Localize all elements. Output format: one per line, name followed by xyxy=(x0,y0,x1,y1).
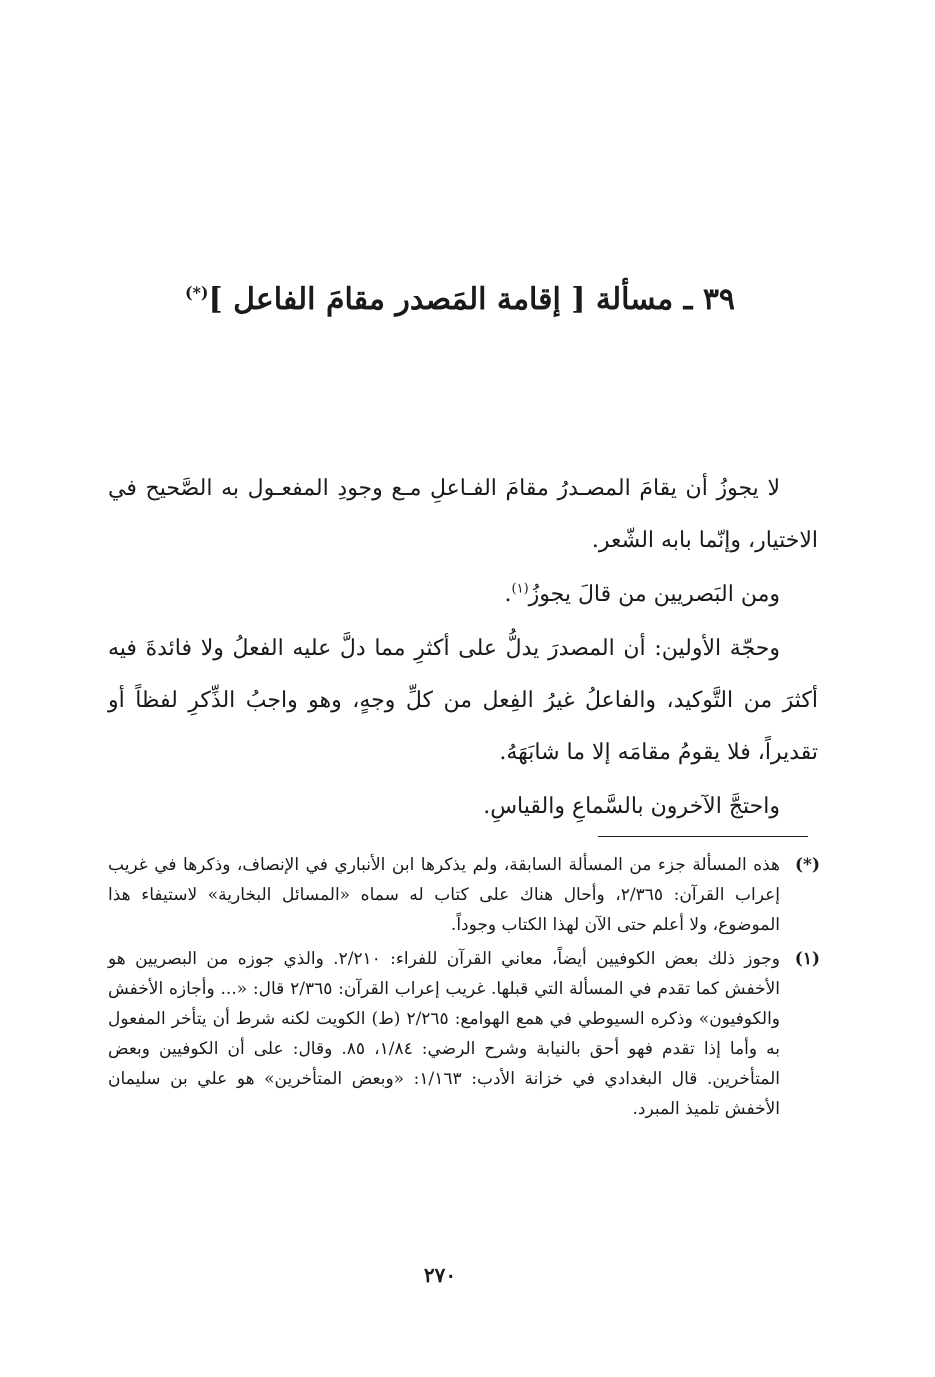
footnotes xyxy=(108,850,820,1128)
heading-footnote-ref[interactable]: (*) xyxy=(184,283,209,302)
footnote-marker: (١) xyxy=(794,949,820,969)
paragraph-text: ومن البَصريين من قالَ يجوزُ xyxy=(528,582,780,607)
footnote xyxy=(108,850,820,940)
paragraph: وحجّة الأولين: أن المصدرَ يدلُّ على أكثرِ مما دلَّ عليه الفعلُ ولا فائدةَ فيه أكثرَ من التَّوكيد، والفاعلُ غيرُ الفِعل من كلِّ وجهٍ، وهو واجبُ الذِّكرِ لفظاً أو تقديراً، فلا يقومُ مقامَه إلا ما شابَهَهُ. xyxy=(108,636,818,765)
footnote-marker: (*) xyxy=(795,855,820,875)
footnote xyxy=(108,944,820,1124)
paragraph xyxy=(108,569,818,621)
footnote-separator xyxy=(598,836,808,837)
footnote-text: هذه المسألة جزء من المسألة السابقة، ولم يذكرها ابن الأنباري في الإنصاف، وذكرها في غريب إعراب القرآن: ٢/٣٦٥، وأحال هناك على كتاب له سماه «المسائل البخارية» لاستيفاء هذا الموضوع، ولا أعلم حتى الآن لهذا الكتاب وجوداً. xyxy=(108,855,780,935)
chapter-heading xyxy=(150,278,770,322)
paragraph-end-punct: . xyxy=(504,582,512,607)
paragraph: واحتجَّ الآخرون بالسَّماعِ والقياسِ. xyxy=(483,794,780,819)
main-text xyxy=(108,463,818,835)
footnote-ref-1[interactable]: (١) xyxy=(511,581,529,597)
chapter-heading-text: ٣٩ ـ مسألة [ إقامة المَصدر مقامَ الفاعل ] xyxy=(208,282,736,317)
footnote-text: وجوز ذلك بعض الكوفيين أيضاً، معاني القرآن للفراء: ٢/٢١٠. والذي جوزه من البصريين هو الأخفش كما تقدم في المسألة التي قبلها. غريب إعراب القرآن: ٢/٣٦٥ قال: «... وأجازه الأخفش والكوفيون» وذكره السيوطي في همع الهوامع: ٢/٢٦٥ (ط) الكويت لكنه شرط أن يتأخر المفعول به وأما إذا تقدم فهو أحق بالنيابة وشرح الرضي: ١/٨٤، ٨٥. وقال: على أن الكوفيين وبعض المتأخرين. قال البغدادي في خزانة الأدب: ١/١٦٣: «وبعض المتأخرين» هو علي بن سليمان الأخفش تلميذ المبرد. xyxy=(108,949,780,1119)
page-number: ٢٧٠ xyxy=(423,1263,457,1287)
paragraph: لا يجوزُ أن يقامَ المصـدرُ مقامَ الفـاعلِ مـع وجودِ المفعـول به الصَّحيح في الاختيار، وإنّما بابه الشّعر. xyxy=(108,476,818,553)
